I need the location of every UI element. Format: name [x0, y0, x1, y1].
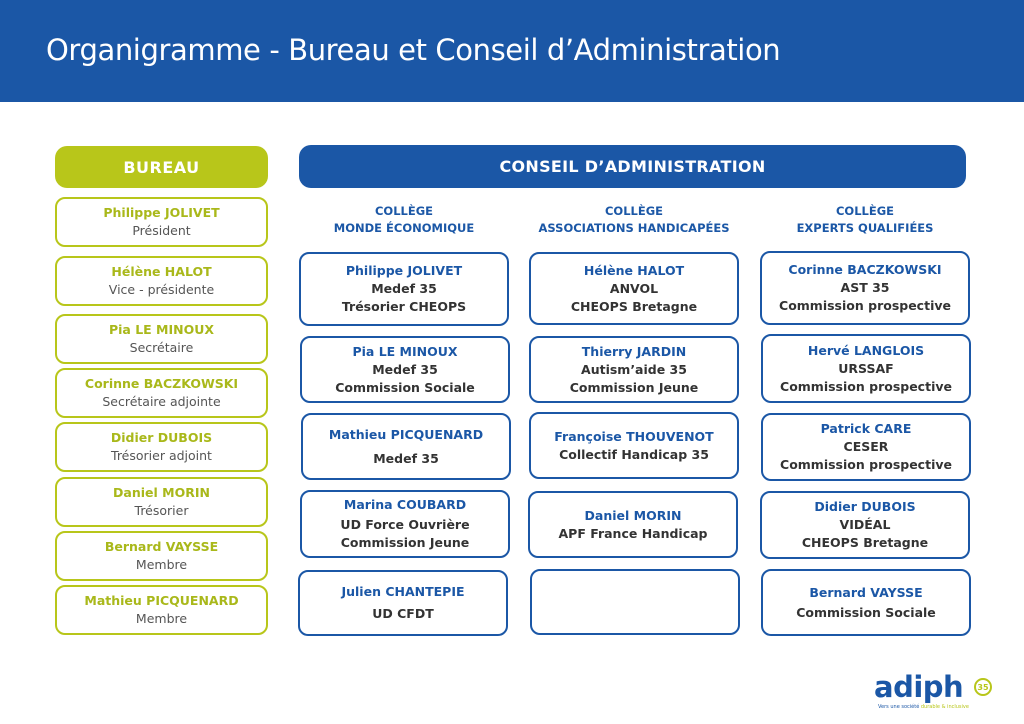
member-name: Françoise THOUVENOT	[554, 428, 714, 444]
member-name: Hélène HALOT	[111, 264, 212, 279]
member-name: Didier DUBOIS	[110, 430, 213, 445]
header-banner	[0, 0, 1024, 102]
member-name: Pia LE MINOUX	[352, 343, 458, 359]
conseil-member-card	[529, 412, 739, 479]
member-role: Trésorier	[134, 503, 189, 518]
member-organisation: APF France Handicap	[558, 525, 708, 541]
college-title-line2: EXPERTS QUALIFIÉES	[796, 221, 934, 235]
bureau-member-card	[55, 368, 268, 418]
member-name: Philippe JOLIVET	[103, 205, 220, 220]
member-name: Corinne BACZKOWSKI	[84, 376, 239, 391]
conseil-member-card	[528, 491, 738, 558]
member-name: Bernard VAYSSE	[104, 539, 219, 554]
conseil-member-card	[529, 252, 739, 325]
member-function: Commission Sociale	[335, 379, 475, 395]
college-title	[529, 203, 739, 237]
member-function: Commission prospective	[780, 457, 952, 472]
member-organisation: URSSAF	[838, 360, 894, 376]
page-title: Organigramme - Bureau et Conseil d’Administration	[46, 33, 781, 67]
member-organisation: Medef 35	[372, 361, 438, 377]
bureau-member-card	[55, 197, 268, 247]
conseil-member-card-empty	[530, 569, 740, 635]
conseil-member-card	[298, 570, 508, 636]
member-role: Vice - présidente	[108, 282, 215, 297]
member-function: Commission prospective	[780, 378, 952, 394]
member-organisation: UD CFDT	[372, 606, 434, 621]
conseil-member-card	[761, 569, 971, 636]
bureau-member-card	[55, 422, 268, 472]
member-organisation: AST 35	[840, 280, 890, 295]
member-name: Hélène HALOT	[583, 262, 685, 278]
member-organisation: UD Force Ouvrière	[340, 517, 470, 532]
conseil-member-card	[301, 413, 511, 480]
member-role: Président	[132, 223, 191, 238]
member-function: CHEOPS Bretagne	[570, 298, 698, 314]
conseil-member-card	[761, 334, 971, 403]
college-title-line2: MONDE ÉCONOMIQUE	[333, 221, 475, 235]
member-name: Patrick CARE	[820, 421, 912, 436]
member-name: Thierry JARDIN	[581, 343, 687, 359]
bureau-member-card	[55, 531, 268, 581]
member-role: Secrétaire adjointe	[102, 394, 221, 409]
member-organisation: Medef 35	[373, 450, 439, 466]
member-name: Daniel MORIN	[584, 507, 682, 523]
member-organisation: Commission Sociale	[796, 604, 936, 620]
member-organisation: Medef 35	[371, 281, 437, 296]
conseil-member-card	[300, 490, 510, 558]
college-title	[299, 203, 509, 237]
college-title-line2: ASSOCIATIONS HANDICAPÉES	[538, 221, 730, 235]
logo-tagline	[878, 704, 969, 710]
conseil-header: CONSEIL D’ADMINISTRATION	[299, 145, 966, 188]
member-role: Membre	[135, 611, 188, 626]
bureau-member-card	[55, 477, 268, 527]
member-name: Corinne BACZKOWSKI	[788, 262, 942, 277]
member-role: Membre	[135, 557, 188, 572]
college-title-line1: COLLÈGE	[835, 204, 895, 218]
logo-wordmark: adiph	[874, 670, 964, 704]
bureau-member-card	[55, 585, 268, 635]
member-organisation: Autism’aide 35	[581, 361, 687, 377]
conseil-member-card	[760, 251, 970, 325]
logo-tagline-text: Vers une société	[878, 704, 920, 710]
member-role: Secrétaire	[129, 340, 194, 355]
conseil-member-card	[300, 336, 510, 403]
college-title	[760, 203, 970, 237]
member-function: Commission Jeune	[569, 379, 699, 395]
member-name: Daniel MORIN	[113, 485, 210, 500]
conseil-member-card	[529, 336, 739, 403]
member-organisation: ANVOL	[609, 280, 659, 296]
conseil-member-card	[299, 252, 509, 326]
member-name: Didier DUBOIS	[814, 499, 916, 514]
bureau-header: BUREAU	[55, 146, 268, 188]
member-name: Philippe JOLIVET	[345, 263, 463, 278]
bureau-member-card	[55, 256, 268, 306]
member-name: Pia LE MINOUX	[108, 322, 215, 337]
member-name: Bernard VAYSSE	[809, 584, 923, 600]
adiph-logo	[874, 670, 994, 714]
member-role: Trésorier adjoint	[111, 448, 212, 463]
member-function: Trésorier CHEOPS	[341, 299, 467, 314]
member-name: Julien CHANTEPIE	[341, 584, 465, 599]
member-name: Mathieu PICQUENARD	[84, 593, 239, 608]
member-function: Commission Jeune	[340, 535, 470, 550]
bureau-member-card	[55, 314, 268, 364]
member-organisation: VIDÉAL	[839, 517, 891, 532]
logo-badge: 35	[974, 678, 992, 696]
college-title-line1: COLLÈGE	[604, 204, 664, 218]
member-name: Marina COUBARD	[343, 497, 467, 512]
member-organisation: Collectif Handicap 35	[559, 446, 709, 462]
logo-tagline-accent: durable & inclusive	[920, 704, 969, 710]
member-function: CHEOPS Bretagne	[801, 535, 929, 550]
conseil-member-card	[761, 413, 971, 481]
college-title-line1: COLLÈGE	[374, 204, 434, 218]
conseil-member-card	[760, 491, 970, 559]
member-function: Commission prospective	[779, 298, 951, 313]
member-organisation: CESER	[843, 439, 889, 454]
member-name: Mathieu PICQUENARD	[328, 426, 484, 442]
member-name: Hervé LANGLOIS	[807, 342, 925, 358]
